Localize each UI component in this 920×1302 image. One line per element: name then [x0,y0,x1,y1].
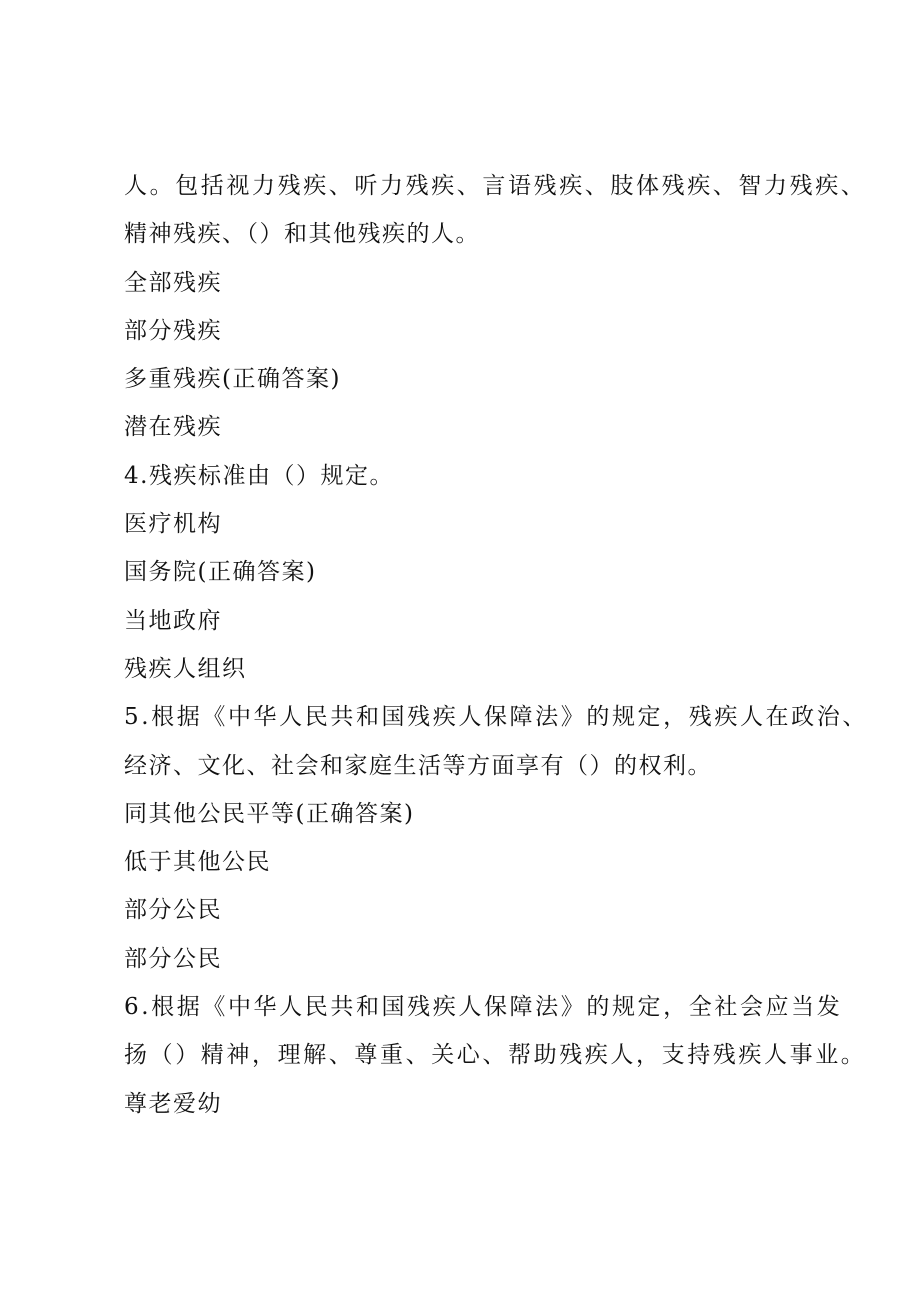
question-6-option-a: 尊老爱幼 [124,1090,222,1117]
question-5-option-b: 低于其他公民 [124,849,271,876]
question-5-stem-line-1: 5.根据《中华人民共和国残疾人保障法》的规定，残疾人在政治、 [124,704,868,731]
question-3-option-c: 多重残疾(正确答案) [124,366,341,393]
question-4-option-d: 残疾人组织 [124,655,247,682]
question-3-stem-line-1: 人。包括视力残疾、听力残疾、言语残疾、肢体残疾、智力残疾、 [124,173,867,199]
question-3-stem-line-2: 精神残疾、（）和其他残疾的人。 [124,221,480,248]
question-5-option-a: 同其他公民平等(正确答案) [124,800,415,827]
question-4-option-c: 当地政府 [124,607,222,634]
question-4-option-a: 医疗机构 [124,511,222,538]
question-4-option-b: 国务院(正确答案) [124,559,317,586]
question-4-stem: 4.残疾标准由（）规定。 [124,462,394,489]
question-6-stem-line-1: 6.根据《中华人民共和国残疾人保障法》的规定，全社会应当发 [124,994,843,1021]
question-3-option-b: 部分残疾 [124,317,222,344]
question-5-option-d: 部分公民 [124,945,222,972]
question-3-option-d: 潜在残疾 [124,414,222,441]
question-5-stem-line-2: 经济、文化、社会和家庭生活等方面享有（）的权利。 [124,752,712,779]
question-3-option-a: 全部残疾 [124,269,222,296]
question-6-stem-line-2: 扬（）精神，理解、尊重、关心、帮助残疾人，支持残疾人事业。 [124,1042,867,1069]
question-5-option-c: 部分公民 [124,897,222,924]
document-body [124,162,868,1128]
